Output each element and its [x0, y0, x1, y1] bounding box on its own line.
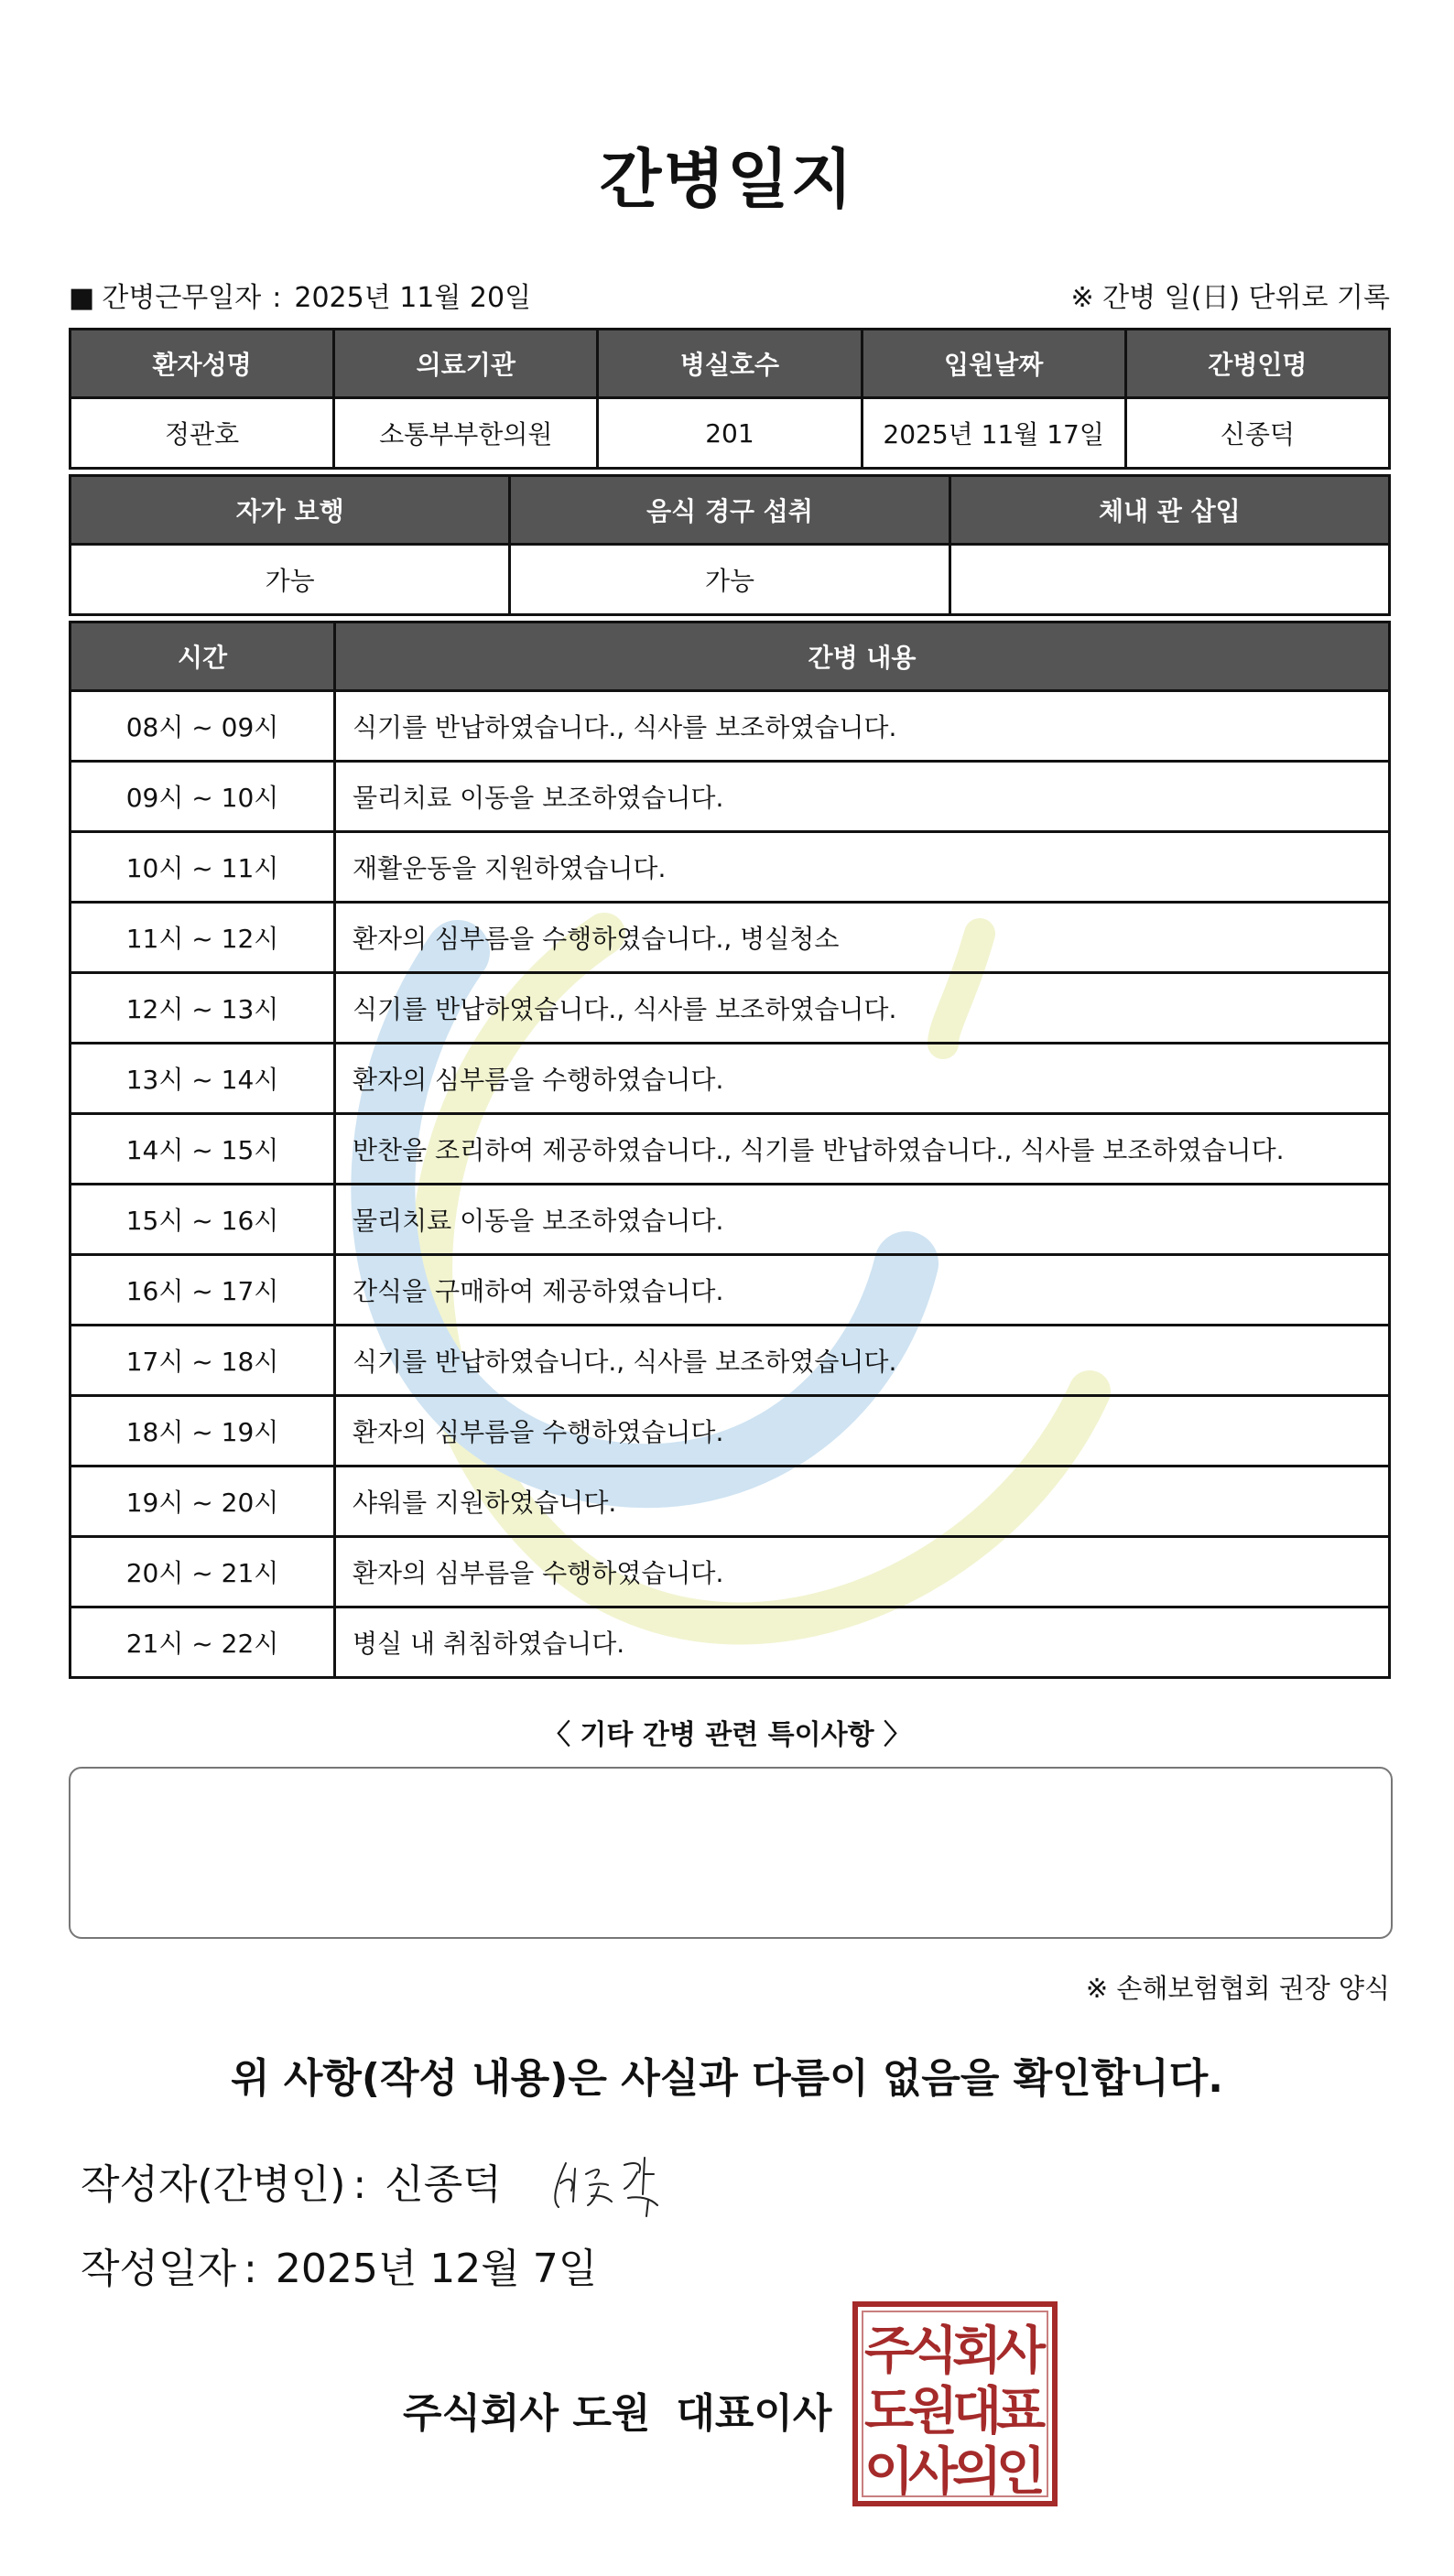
- work-date-value: 2025년 11월 20일: [294, 282, 532, 314]
- header-patient-name: 환자성명: [71, 330, 334, 398]
- company-name: 주식회사 도원: [403, 2390, 651, 2437]
- time-cell: 08시 ~ 09시: [71, 691, 335, 762]
- header-care-content: 간병 내용: [335, 622, 1390, 691]
- content-cell: 물리치료 이동을 보조하였습니다.: [335, 762, 1390, 832]
- table-header-row: [71, 330, 1390, 398]
- work-date-label: 간병근무일자: [102, 282, 262, 314]
- record-unit-note: ※ 간병 일(日) 단위로 기록: [1070, 282, 1390, 314]
- time-cell: 09시 ~ 10시: [71, 762, 335, 832]
- svg-text:주: 주: [863, 2322, 915, 2381]
- content-cell: 식기를 반납하였습니다., 식사를 보조하였습니다.: [335, 691, 1390, 762]
- svg-text:식: 식: [907, 2322, 959, 2381]
- self-walking-cell: 가능: [71, 545, 510, 615]
- table-header-row: [71, 476, 1390, 545]
- time-cell: 12시 ~ 13시: [71, 973, 335, 1044]
- content-cell: 반찬을 조리하여 제공하였습니다., 식기를 반납하였습니다., 식사를 보조하였습니다.: [335, 1114, 1390, 1185]
- room-number-cell: 201: [598, 398, 862, 469]
- time-cell: 10시 ~ 11시: [71, 832, 335, 903]
- page-title: 간병일지: [599, 142, 855, 217]
- content-cell: 병실 내 취침하였습니다.: [335, 1607, 1390, 1678]
- content-cell: 샤워를 지원하였습니다.: [335, 1467, 1390, 1537]
- handwritten-signature: [548, 2147, 676, 2220]
- time-cell: 11시 ~ 12시: [71, 903, 335, 973]
- table-row: [71, 545, 1390, 615]
- written-date-value: 2025년 12월 7일: [275, 2246, 598, 2292]
- table-row: [71, 1396, 1390, 1467]
- svg-text:회: 회: [951, 2322, 1003, 2381]
- company-role: 대표이사: [676, 2390, 832, 2437]
- content-cell: 환자의 심부름을 수행하였습니다.: [335, 1537, 1390, 1607]
- remarks-title: 〈 기타 간병 관련 특이사항 〉: [542, 1719, 912, 1751]
- content-cell: 물리치료 이동을 보조하였습니다.: [335, 1185, 1390, 1255]
- colon: :: [353, 2161, 367, 2208]
- table-row: [71, 398, 1390, 469]
- table-row: [71, 762, 1390, 832]
- content-cell: 간식을 구매하여 제공하였습니다.: [335, 1255, 1390, 1326]
- table-row: [71, 832, 1390, 903]
- table-row: [71, 1185, 1390, 1255]
- form-source-note: ※ 손해보험협회 권장 양식: [1085, 1973, 1390, 2004]
- admission-date-cell: 2025년 11월 17일: [862, 398, 1125, 469]
- table-row: [71, 903, 1390, 973]
- header-time: 시간: [71, 622, 335, 691]
- patient-info-table: [69, 328, 1391, 470]
- time-cell: 14시 ~ 15시: [71, 1114, 335, 1185]
- time-cell: 19시 ~ 20시: [71, 1467, 335, 1537]
- company-seal-stamp: [852, 2300, 1058, 2507]
- svg-text:사: 사: [907, 2442, 959, 2502]
- table-row: [71, 1537, 1390, 1607]
- time-cell: 16시 ~ 17시: [71, 1255, 335, 1326]
- written-date-label: 작성일자: [81, 2246, 237, 2292]
- colon: :: [244, 2246, 257, 2292]
- content-cell: 환자의 심부름을 수행하였습니다.: [335, 1396, 1390, 1467]
- svg-text:도: 도: [863, 2382, 915, 2441]
- remarks-box: [69, 1767, 1393, 1939]
- table-row: [71, 1044, 1390, 1114]
- content-cell: 재활운동을 지원하였습니다.: [335, 832, 1390, 903]
- svg-text:원: 원: [907, 2382, 959, 2441]
- header-admission-date: 입원날짜: [862, 330, 1125, 398]
- company-signoff: [403, 2380, 831, 2439]
- header-caregiver-name: 간병인명: [1125, 330, 1389, 398]
- written-date-line: [81, 2235, 597, 2294]
- care-log-table: [69, 621, 1391, 1679]
- patient-name-cell: 정관호: [71, 398, 334, 469]
- content-cell: 식기를 반납하였습니다., 식사를 보조하였습니다.: [335, 973, 1390, 1044]
- table-row: [71, 1326, 1390, 1396]
- table-row: [71, 1114, 1390, 1185]
- table-row: [71, 1467, 1390, 1537]
- writer-line: [81, 2151, 502, 2210]
- svg-text:이: 이: [863, 2442, 915, 2502]
- svg-text:인: 인: [995, 2442, 1047, 2502]
- header-hospital: 의료기관: [334, 330, 598, 398]
- oral-intake-cell: 가능: [510, 545, 949, 615]
- tube-insertion-cell: [949, 545, 1389, 615]
- table-row: [71, 973, 1390, 1044]
- table-row: [71, 1255, 1390, 1326]
- svg-text:의: 의: [951, 2442, 1003, 2502]
- confirmation-statement: 위 사항(작성 내용)은 사실과 다름이 없음을 확인합니다.: [231, 2055, 1223, 2102]
- patient-status-table: [69, 474, 1391, 616]
- svg-text:사: 사: [995, 2322, 1047, 2381]
- time-cell: 15시 ~ 16시: [71, 1185, 335, 1255]
- header-tube-insertion: 체내 관 삽입: [949, 476, 1389, 545]
- time-cell: 18시 ~ 19시: [71, 1396, 335, 1467]
- content-cell: 식기를 반납하였습니다., 식사를 보조하였습니다.: [335, 1326, 1390, 1396]
- caregiver-name-cell: 신종덕: [1125, 398, 1389, 469]
- colon: :: [272, 282, 282, 314]
- time-cell: 17시 ~ 18시: [71, 1326, 335, 1396]
- header-room-number: 병실호수: [598, 330, 862, 398]
- square-bullet-icon: ■: [69, 282, 95, 314]
- hospital-cell: 소통부부한의원: [334, 398, 598, 469]
- svg-text:대: 대: [951, 2382, 1003, 2441]
- svg-text:표: 표: [995, 2382, 1047, 2441]
- content-cell: 환자의 심부름을 수행하였습니다.: [335, 1044, 1390, 1114]
- writer-name: 신종덕: [385, 2161, 502, 2208]
- header-oral-intake: 음식 경구 섭취: [510, 476, 949, 545]
- time-cell: 13시 ~ 14시: [71, 1044, 335, 1114]
- writer-label: 작성자(간병인): [81, 2161, 346, 2208]
- header-self-walking: 자가 보행: [71, 476, 510, 545]
- time-cell: 20시 ~ 21시: [71, 1537, 335, 1607]
- table-header-row: [71, 622, 1390, 691]
- content-cell: 환자의 심부름을 수행하였습니다., 병실청소: [335, 903, 1390, 973]
- time-cell: 21시 ~ 22시: [71, 1607, 335, 1678]
- table-row: [71, 1607, 1390, 1678]
- table-row: [71, 691, 1390, 762]
- work-date-line: [69, 275, 531, 315]
